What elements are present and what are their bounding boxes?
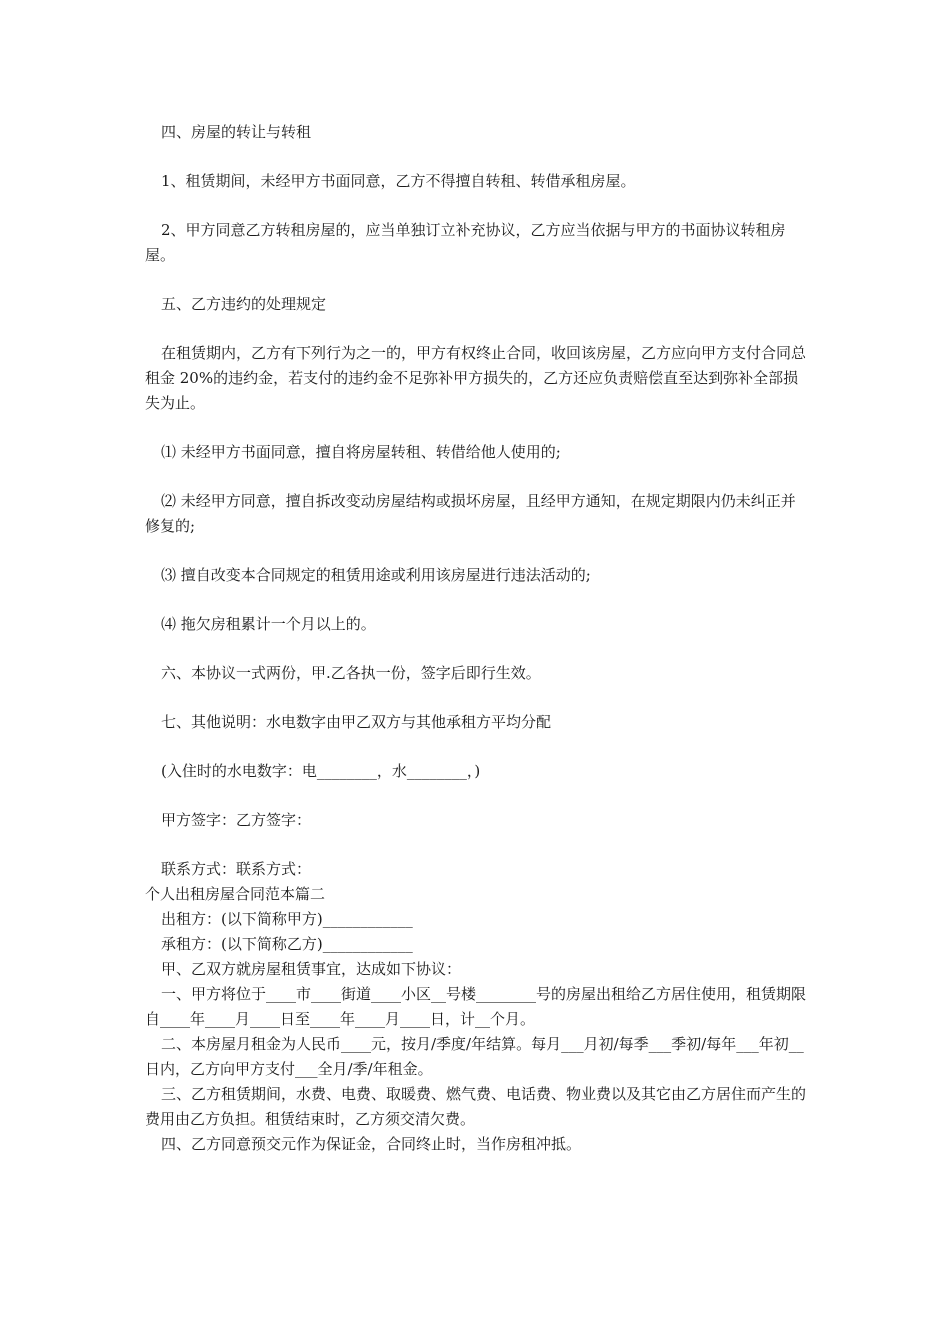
clause-4-1: 1、租赁期间，未经甲方书面同意，乙方不得擅自转租、转借承租房屋。 xyxy=(161,172,636,190)
utility-readings-note: (入住时的水电数字：电________，水________，) xyxy=(161,762,481,780)
contract-section-2 xyxy=(145,882,810,1157)
section-heading-4: 四、房屋的转让与转租 xyxy=(161,123,312,141)
contact-line: 联系方式：联系方式： xyxy=(161,860,312,878)
clause-5-4: ⑷ 拖欠房租累计一个月以上的。 xyxy=(161,615,376,633)
clause-5-intro: 在租赁期内，乙方有下列行为之一的，甲方有权终止合同，收回该房屋，乙方应向甲方支付合同总租金 20%的违约金，若支付的违约金不足弥补甲方损失的，乙方还应负责赔偿直至达到弥补全部损失为止。 xyxy=(145,344,807,412)
clause-4-2: 2、甲方同意乙方转租房屋的，应当单独订立补充协议，乙方应当依据与甲方的书面协议转租房屋。 xyxy=(145,221,786,264)
clause-2-2: 二、本房屋月租金为人民币____元，按月/季度/年结算。每月___月初/每季___季初/每年___年初__日内，乙方向甲方支付___全月/季/年租金。 xyxy=(145,1035,804,1078)
clause-5-2: ⑵ 未经甲方同意，擅自拆改变动房屋结构或损坏房屋，且经甲方通知，在规定期限内仍未纠正并修复的; xyxy=(145,492,796,535)
lessor-line: 出租方：(以下简称甲方)____________ xyxy=(161,910,413,928)
clause-2-4: 四、乙方同意预交元作为保证金，合同终止时，当作房租冲抵。 xyxy=(161,1135,582,1153)
clause-5-3: ⑶ 擅自改变本合同规定的租赁用途或利用该房屋进行违法活动的; xyxy=(161,566,591,584)
clause-2-1: 一、甲方将位于____市____街道____小区__号楼________号的房屋出租给乙方居住使用，租赁期限自____年____月____日至____年____月____日，计__个月。 xyxy=(145,985,807,1028)
lessee-line: 承租方：(以下简称乙方)____________ xyxy=(161,935,413,953)
section-heading-7: 七、其他说明：水电数字由甲乙双方与其他承租方平均分配 xyxy=(161,713,552,731)
section-2-title: 个人出租房屋合同范本篇二 xyxy=(145,885,326,903)
section-heading-6: 六、本协议一式两份，甲.乙各执一份，签字后即行生效。 xyxy=(161,664,541,682)
signature-line: 甲方签字：乙方签字： xyxy=(161,811,312,829)
clause-5-1: ⑴ 未经甲方书面同意，擅自将房屋转租、转借给他人使用的; xyxy=(161,443,561,461)
agreement-intro: 甲、乙双方就房屋租赁事宜，达成如下协议： xyxy=(161,960,462,978)
section-heading-5: 五、乙方违约的处理规定 xyxy=(161,295,327,313)
clause-2-3: 三、乙方租赁期间，水费、电费、取暖费、燃气费、电话费、物业费以及其它由乙方居住而产生的费用由乙方负担。租赁结束时，乙方须交清欠费。 xyxy=(145,1085,807,1128)
document-page xyxy=(145,120,810,1157)
